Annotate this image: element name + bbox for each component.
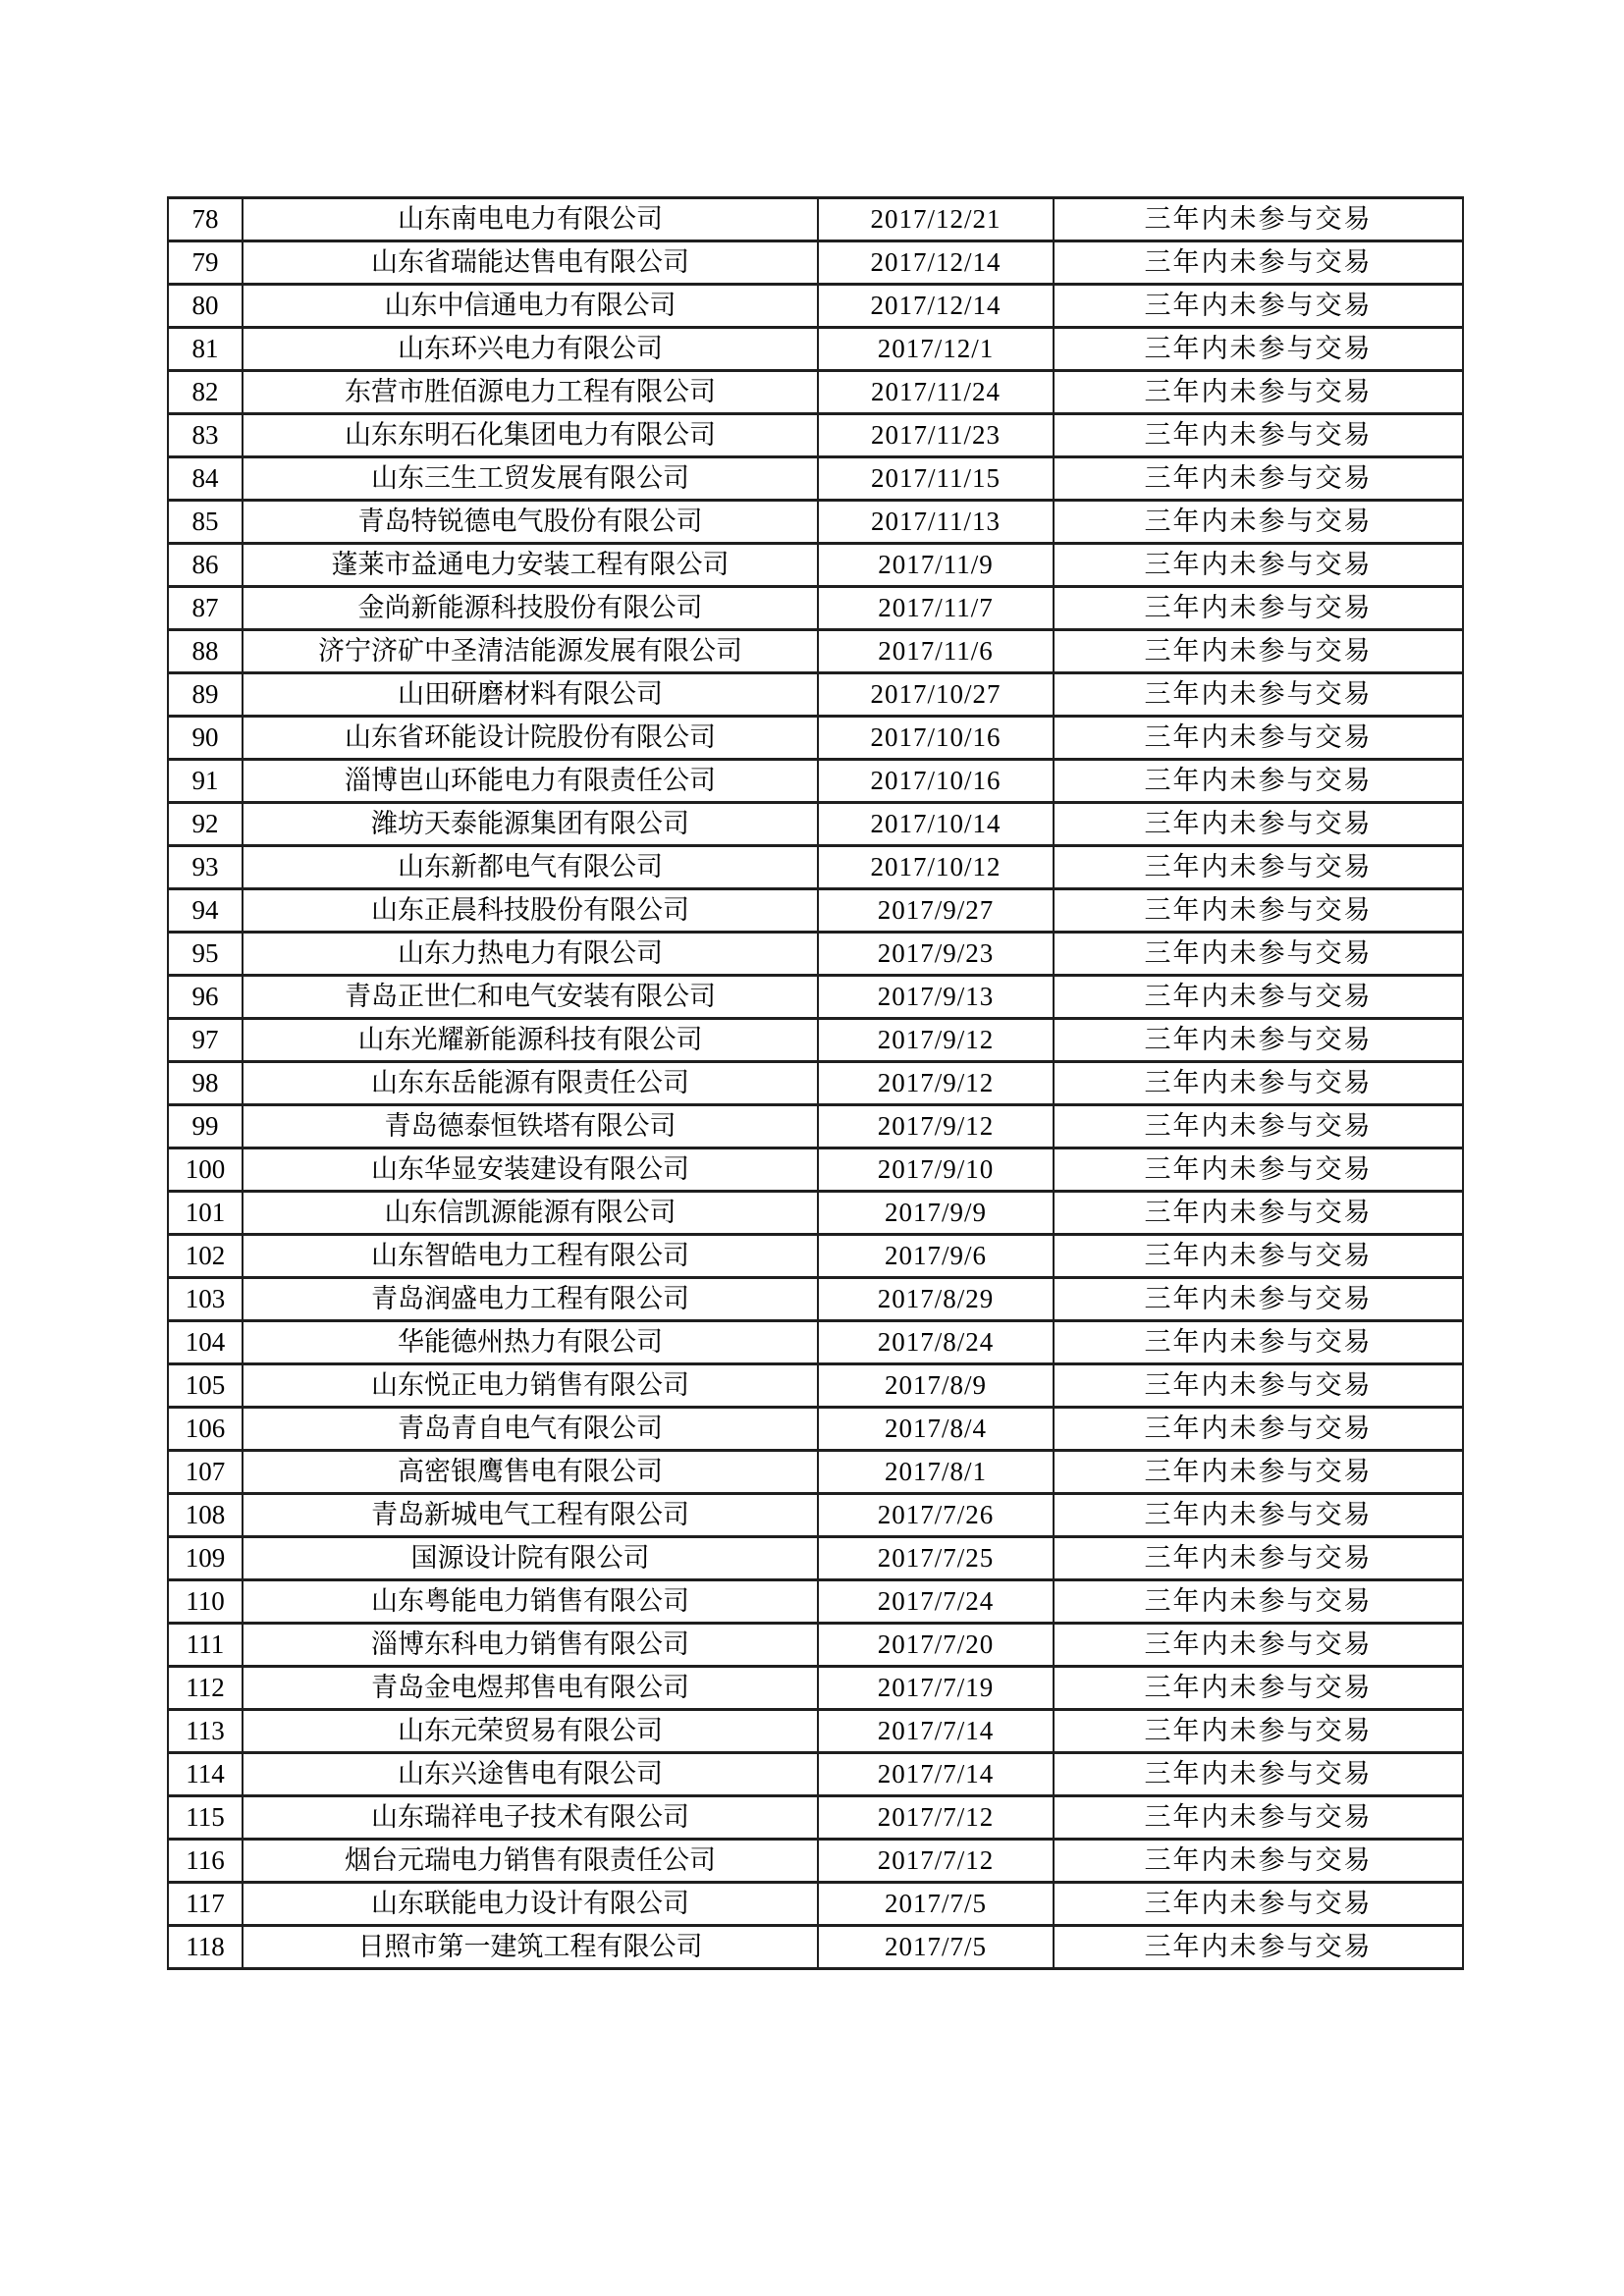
status-cell: 三年内未参与交易	[1054, 241, 1463, 285]
date-cell: 2017/10/14	[818, 803, 1054, 846]
table-row	[168, 414, 1463, 457]
date-cell: 2017/12/1	[818, 328, 1054, 371]
date-cell: 2017/12/21	[818, 198, 1054, 241]
company-name-cell: 山东东明石化集团电力有限公司	[243, 414, 818, 457]
company-name-cell: 青岛润盛电力工程有限公司	[243, 1278, 818, 1321]
status-cell: 三年内未参与交易	[1054, 1796, 1463, 1840]
row-number-cell: 117	[168, 1883, 243, 1926]
date-cell: 2017/8/24	[818, 1321, 1054, 1364]
company-name-cell: 淄博东科电力销售有限公司	[243, 1624, 818, 1667]
company-name-cell: 山东粤能电力销售有限公司	[243, 1580, 818, 1624]
status-cell: 三年内未参与交易	[1054, 1321, 1463, 1364]
status-cell: 三年内未参与交易	[1054, 630, 1463, 673]
table-row	[168, 1408, 1463, 1451]
table-row	[168, 846, 1463, 889]
row-number-cell: 109	[168, 1537, 243, 1580]
status-cell: 三年内未参与交易	[1054, 1710, 1463, 1753]
table-row	[168, 1235, 1463, 1278]
status-cell: 三年内未参与交易	[1054, 414, 1463, 457]
table-row	[168, 1840, 1463, 1883]
company-name-cell: 山东悦正电力销售有限公司	[243, 1364, 818, 1408]
table-row	[168, 1883, 1463, 1926]
company-name-cell: 山东新都电气有限公司	[243, 846, 818, 889]
table-row	[168, 1148, 1463, 1192]
company-name-cell: 山东正晨科技股份有限公司	[243, 889, 818, 933]
date-cell: 2017/11/13	[818, 501, 1054, 544]
date-cell: 2017/7/26	[818, 1494, 1054, 1537]
date-cell: 2017/9/13	[818, 976, 1054, 1019]
status-cell: 三年内未参与交易	[1054, 760, 1463, 803]
row-number-cell: 115	[168, 1796, 243, 1840]
date-cell: 2017/7/20	[818, 1624, 1054, 1667]
date-cell: 2017/7/14	[818, 1753, 1054, 1796]
date-cell: 2017/11/24	[818, 371, 1054, 414]
status-cell: 三年内未参与交易	[1054, 1105, 1463, 1148]
row-number-cell: 88	[168, 630, 243, 673]
status-cell: 三年内未参与交易	[1054, 1148, 1463, 1192]
table-row	[168, 1451, 1463, 1494]
table-row	[168, 1926, 1463, 1969]
status-cell: 三年内未参与交易	[1054, 1451, 1463, 1494]
company-name-cell: 青岛新城电气工程有限公司	[243, 1494, 818, 1537]
row-number-cell: 78	[168, 198, 243, 241]
row-number-cell: 95	[168, 933, 243, 976]
row-number-cell: 81	[168, 328, 243, 371]
row-number-cell: 112	[168, 1667, 243, 1710]
date-cell: 2017/7/24	[818, 1580, 1054, 1624]
date-cell: 2017/10/12	[818, 846, 1054, 889]
table-body	[168, 198, 1463, 1969]
status-cell: 三年内未参与交易	[1054, 1235, 1463, 1278]
company-name-cell: 蓬莱市益通电力安装工程有限公司	[243, 544, 818, 587]
table-row	[168, 328, 1463, 371]
status-cell: 三年内未参与交易	[1054, 1667, 1463, 1710]
company-name-cell: 山东三生工贸发展有限公司	[243, 457, 818, 501]
company-name-cell: 山东智皓电力工程有限公司	[243, 1235, 818, 1278]
table-row	[168, 630, 1463, 673]
date-cell: 2017/8/29	[818, 1278, 1054, 1321]
table-row	[168, 371, 1463, 414]
company-name-cell: 山东兴途售电有限公司	[243, 1753, 818, 1796]
table-row	[168, 889, 1463, 933]
status-cell: 三年内未参与交易	[1054, 1019, 1463, 1062]
company-name-cell: 淄博岜山环能电力有限责任公司	[243, 760, 818, 803]
status-cell: 三年内未参与交易	[1054, 1408, 1463, 1451]
table-row	[168, 1710, 1463, 1753]
status-cell: 三年内未参与交易	[1054, 457, 1463, 501]
row-number-cell: 108	[168, 1494, 243, 1537]
company-name-cell: 华能德州热力有限公司	[243, 1321, 818, 1364]
date-cell: 2017/11/6	[818, 630, 1054, 673]
table-row	[168, 1062, 1463, 1105]
date-cell: 2017/7/5	[818, 1883, 1054, 1926]
row-number-cell: 92	[168, 803, 243, 846]
table-row	[168, 1019, 1463, 1062]
status-cell: 三年内未参与交易	[1054, 803, 1463, 846]
table-row	[168, 1667, 1463, 1710]
status-cell: 三年内未参与交易	[1054, 846, 1463, 889]
row-number-cell: 113	[168, 1710, 243, 1753]
table-row	[168, 1580, 1463, 1624]
status-cell: 三年内未参与交易	[1054, 1580, 1463, 1624]
date-cell: 2017/7/12	[818, 1796, 1054, 1840]
table-row	[168, 933, 1463, 976]
company-name-cell: 山东省瑞能达售电有限公司	[243, 241, 818, 285]
date-cell: 2017/7/5	[818, 1926, 1054, 1969]
date-cell: 2017/8/4	[818, 1408, 1054, 1451]
status-cell: 三年内未参与交易	[1054, 1926, 1463, 1969]
company-name-cell: 山东中信通电力有限公司	[243, 285, 818, 328]
status-cell: 三年内未参与交易	[1054, 1192, 1463, 1235]
table-row	[168, 1192, 1463, 1235]
row-number-cell: 103	[168, 1278, 243, 1321]
row-number-cell: 102	[168, 1235, 243, 1278]
status-cell: 三年内未参与交易	[1054, 544, 1463, 587]
date-cell: 2017/9/9	[818, 1192, 1054, 1235]
table-row	[168, 285, 1463, 328]
date-cell: 2017/7/14	[818, 1710, 1054, 1753]
date-cell: 2017/9/12	[818, 1105, 1054, 1148]
status-cell: 三年内未参与交易	[1054, 501, 1463, 544]
date-cell: 2017/9/12	[818, 1019, 1054, 1062]
date-cell: 2017/12/14	[818, 285, 1054, 328]
company-name-cell: 山田研磨材料有限公司	[243, 673, 818, 717]
table-row	[168, 1278, 1463, 1321]
status-cell: 三年内未参与交易	[1054, 1883, 1463, 1926]
status-cell: 三年内未参与交易	[1054, 717, 1463, 760]
table-row	[168, 587, 1463, 630]
company-name-cell: 山东瑞祥电子技术有限公司	[243, 1796, 818, 1840]
row-number-cell: 85	[168, 501, 243, 544]
date-cell: 2017/12/14	[818, 241, 1054, 285]
row-number-cell: 98	[168, 1062, 243, 1105]
row-number-cell: 97	[168, 1019, 243, 1062]
status-cell: 三年内未参与交易	[1054, 198, 1463, 241]
table-row	[168, 1364, 1463, 1408]
row-number-cell: 105	[168, 1364, 243, 1408]
table-row	[168, 1796, 1463, 1840]
company-name-cell: 青岛正世仁和电气安装有限公司	[243, 976, 818, 1019]
status-cell: 三年内未参与交易	[1054, 1062, 1463, 1105]
company-name-cell: 山东省环能设计院股份有限公司	[243, 717, 818, 760]
date-cell: 2017/8/1	[818, 1451, 1054, 1494]
status-cell: 三年内未参与交易	[1054, 1364, 1463, 1408]
row-number-cell: 86	[168, 544, 243, 587]
company-name-cell: 青岛德泰恒铁塔有限公司	[243, 1105, 818, 1148]
company-name-cell: 潍坊天泰能源集团有限公司	[243, 803, 818, 846]
date-cell: 2017/9/12	[818, 1062, 1054, 1105]
table-row	[168, 1494, 1463, 1537]
date-cell: 2017/9/6	[818, 1235, 1054, 1278]
row-number-cell: 82	[168, 371, 243, 414]
table-row	[168, 976, 1463, 1019]
row-number-cell: 118	[168, 1926, 243, 1969]
date-cell: 2017/11/9	[818, 544, 1054, 587]
date-cell: 2017/7/19	[818, 1667, 1054, 1710]
row-number-cell: 84	[168, 457, 243, 501]
status-cell: 三年内未参与交易	[1054, 933, 1463, 976]
table-row	[168, 198, 1463, 241]
row-number-cell: 110	[168, 1580, 243, 1624]
status-cell: 三年内未参与交易	[1054, 1753, 1463, 1796]
status-cell: 三年内未参与交易	[1054, 1537, 1463, 1580]
date-cell: 2017/10/27	[818, 673, 1054, 717]
company-name-cell: 青岛金电煜邦售电有限公司	[243, 1667, 818, 1710]
company-name-cell: 山东东岳能源有限责任公司	[243, 1062, 818, 1105]
row-number-cell: 94	[168, 889, 243, 933]
row-number-cell: 111	[168, 1624, 243, 1667]
company-name-cell: 烟台元瑞电力销售有限责任公司	[243, 1840, 818, 1883]
status-cell: 三年内未参与交易	[1054, 889, 1463, 933]
company-name-cell: 山东环兴电力有限公司	[243, 328, 818, 371]
table-row	[168, 1753, 1463, 1796]
table-row	[168, 457, 1463, 501]
row-number-cell: 87	[168, 587, 243, 630]
status-cell: 三年内未参与交易	[1054, 1840, 1463, 1883]
row-number-cell: 93	[168, 846, 243, 889]
table-row	[168, 1624, 1463, 1667]
company-name-cell: 山东力热电力有限公司	[243, 933, 818, 976]
table-row	[168, 717, 1463, 760]
row-number-cell: 90	[168, 717, 243, 760]
table-row	[168, 1105, 1463, 1148]
company-name-cell: 国源设计院有限公司	[243, 1537, 818, 1580]
row-number-cell: 79	[168, 241, 243, 285]
table-row	[168, 1537, 1463, 1580]
date-cell: 2017/7/25	[818, 1537, 1054, 1580]
row-number-cell: 80	[168, 285, 243, 328]
status-cell: 三年内未参与交易	[1054, 587, 1463, 630]
row-number-cell: 100	[168, 1148, 243, 1192]
row-number-cell: 91	[168, 760, 243, 803]
company-name-cell: 山东联能电力设计有限公司	[243, 1883, 818, 1926]
table-row	[168, 241, 1463, 285]
row-number-cell: 104	[168, 1321, 243, 1364]
row-number-cell: 83	[168, 414, 243, 457]
date-cell: 2017/10/16	[818, 717, 1054, 760]
row-number-cell: 114	[168, 1753, 243, 1796]
company-name-cell: 东营市胜佰源电力工程有限公司	[243, 371, 818, 414]
date-cell: 2017/11/7	[818, 587, 1054, 630]
date-cell: 2017/7/12	[818, 1840, 1054, 1883]
status-cell: 三年内未参与交易	[1054, 1624, 1463, 1667]
date-cell: 2017/8/9	[818, 1364, 1054, 1408]
date-cell: 2017/9/10	[818, 1148, 1054, 1192]
status-cell: 三年内未参与交易	[1054, 976, 1463, 1019]
table-row	[168, 501, 1463, 544]
company-name-cell: 青岛特锐德电气股份有限公司	[243, 501, 818, 544]
table-row	[168, 803, 1463, 846]
row-number-cell: 101	[168, 1192, 243, 1235]
status-cell: 三年内未参与交易	[1054, 285, 1463, 328]
status-cell: 三年内未参与交易	[1054, 1278, 1463, 1321]
company-name-cell: 山东南电电力有限公司	[243, 198, 818, 241]
company-name-cell: 济宁济矿中圣清洁能源发展有限公司	[243, 630, 818, 673]
row-number-cell: 106	[168, 1408, 243, 1451]
companies-table	[167, 196, 1464, 1970]
company-name-cell: 高密银鹰售电有限公司	[243, 1451, 818, 1494]
row-number-cell: 89	[168, 673, 243, 717]
row-number-cell: 96	[168, 976, 243, 1019]
date-cell: 2017/10/16	[818, 760, 1054, 803]
company-name-cell: 金尚新能源科技股份有限公司	[243, 587, 818, 630]
status-cell: 三年内未参与交易	[1054, 371, 1463, 414]
date-cell: 2017/11/23	[818, 414, 1054, 457]
date-cell: 2017/11/15	[818, 457, 1054, 501]
row-number-cell: 99	[168, 1105, 243, 1148]
company-name-cell: 青岛青自电气有限公司	[243, 1408, 818, 1451]
company-name-cell: 山东元荣贸易有限公司	[243, 1710, 818, 1753]
status-cell: 三年内未参与交易	[1054, 328, 1463, 371]
company-name-cell: 山东华显安装建设有限公司	[243, 1148, 818, 1192]
table-row	[168, 1321, 1463, 1364]
table-row	[168, 760, 1463, 803]
table-row	[168, 673, 1463, 717]
table-row	[168, 544, 1463, 587]
date-cell: 2017/9/27	[818, 889, 1054, 933]
status-cell: 三年内未参与交易	[1054, 1494, 1463, 1537]
company-name-cell: 山东信凯源能源有限公司	[243, 1192, 818, 1235]
company-name-cell: 日照市第一建筑工程有限公司	[243, 1926, 818, 1969]
date-cell: 2017/9/23	[818, 933, 1054, 976]
status-cell: 三年内未参与交易	[1054, 673, 1463, 717]
row-number-cell: 116	[168, 1840, 243, 1883]
row-number-cell: 107	[168, 1451, 243, 1494]
company-name-cell: 山东光耀新能源科技有限公司	[243, 1019, 818, 1062]
